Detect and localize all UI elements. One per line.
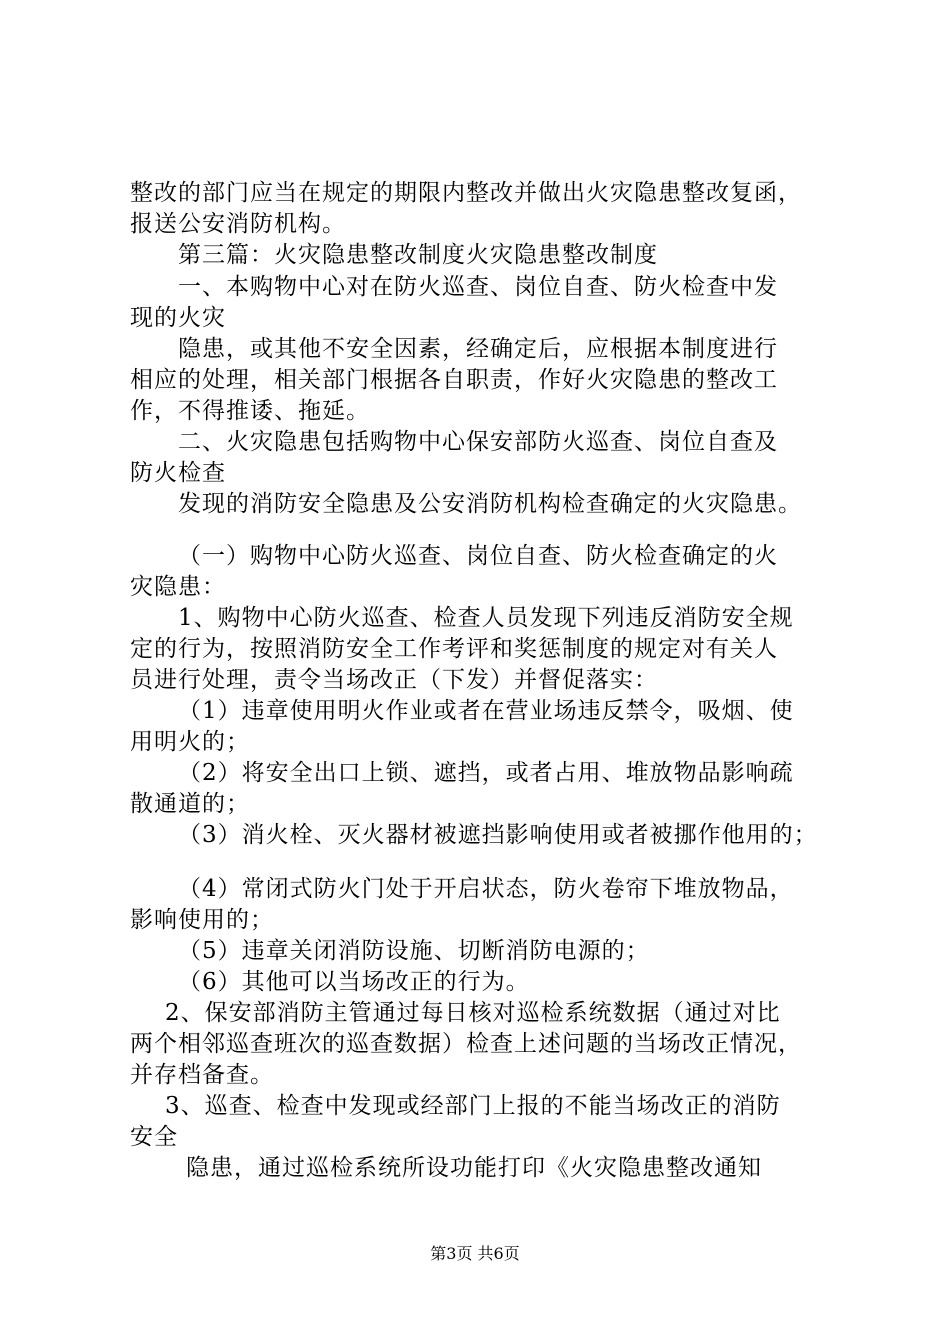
text-line: （6）其他可以当场改正的行为。 [178,969,530,995]
section-heading: 第三篇：火灾隐患整改制度火灾隐患整改制度 [178,242,658,268]
text-line: 3、巡查、检查中发现或经部门上报的不能当场改正的消防 [165,1093,781,1119]
text-line: 防火检查 [130,460,226,486]
text-line: 散通道的； [130,791,250,817]
text-line: 二、火灾隐患包括购物中心保安部防火巡查、岗位自查及 [178,429,778,455]
text-line: （5）违章关闭消防设施、切断消防电源的； [178,938,650,964]
text-line: （1）违章使用明火作业或者在营业场违反禁令，吸烟、使 [178,698,794,724]
text-line: 用明火的； [130,729,250,755]
text-line: 定的行为，按照消防安全工作考评和奖惩制度的规定对有关人 [130,636,778,662]
text-line: 并存档备查。 [130,1062,274,1088]
text-line: 隐患，或其他不安全因素，经确定后，应根据本制度进行 [178,336,778,362]
text-line: 1、购物中心防火巡查、检查人员发现下列违反消防安全规 [178,605,794,631]
text-line: 影响使用的； [130,907,274,933]
text-line: 相应的处理，相关部门根据各自职责，作好火灾隐患的整改工 [130,367,778,393]
text-line: 安全 [130,1124,178,1150]
text-line: 发现的消防安全隐患及公安消防机构检查确定的火灾隐患。 [178,491,802,517]
text-line: 一、本购物中心对在防火巡查、岗位自查、防火检查中发 [178,274,778,300]
text-line: 报送公安消防机构。 [130,211,346,237]
text-line: 灾隐患： [130,574,226,600]
text-line: （4）常闭式防火门处于开启状态，防火卷帘下堆放物品， [178,876,794,902]
text-line: 作，不得推诿、拖延。 [130,398,370,424]
text-line: 2、保安部消防主管通过每日核对巡检系统数据（通过对比 [165,1000,781,1026]
text-line: （3）消火栓、灭火器材被遮挡影响使用或者被挪作他用的； [178,822,818,848]
text-line: 整改的部门应当在规定的期限内整改并做出火灾隐患整改复函， [130,180,802,206]
text-line: 两个相邻巡查班次的巡查数据）检查上述问题的当场改正情况， [130,1031,802,1057]
text-line: 现的火灾 [130,305,226,331]
text-line: （一）购物中心防火巡查、岗位自查、防火检查确定的火 [178,543,778,569]
page-number: 第3页 共6页 [430,1244,520,1263]
text-line: （2）将安全出口上锁、遮挡，或者占用、堆放物品影响疏 [178,760,794,786]
text-line: 员进行处理，责令当场改正（下发）并督促落实： [130,667,658,693]
text-line: 隐患，通过巡检系统所设功能打印《火灾隐患整改通知 [186,1155,762,1181]
